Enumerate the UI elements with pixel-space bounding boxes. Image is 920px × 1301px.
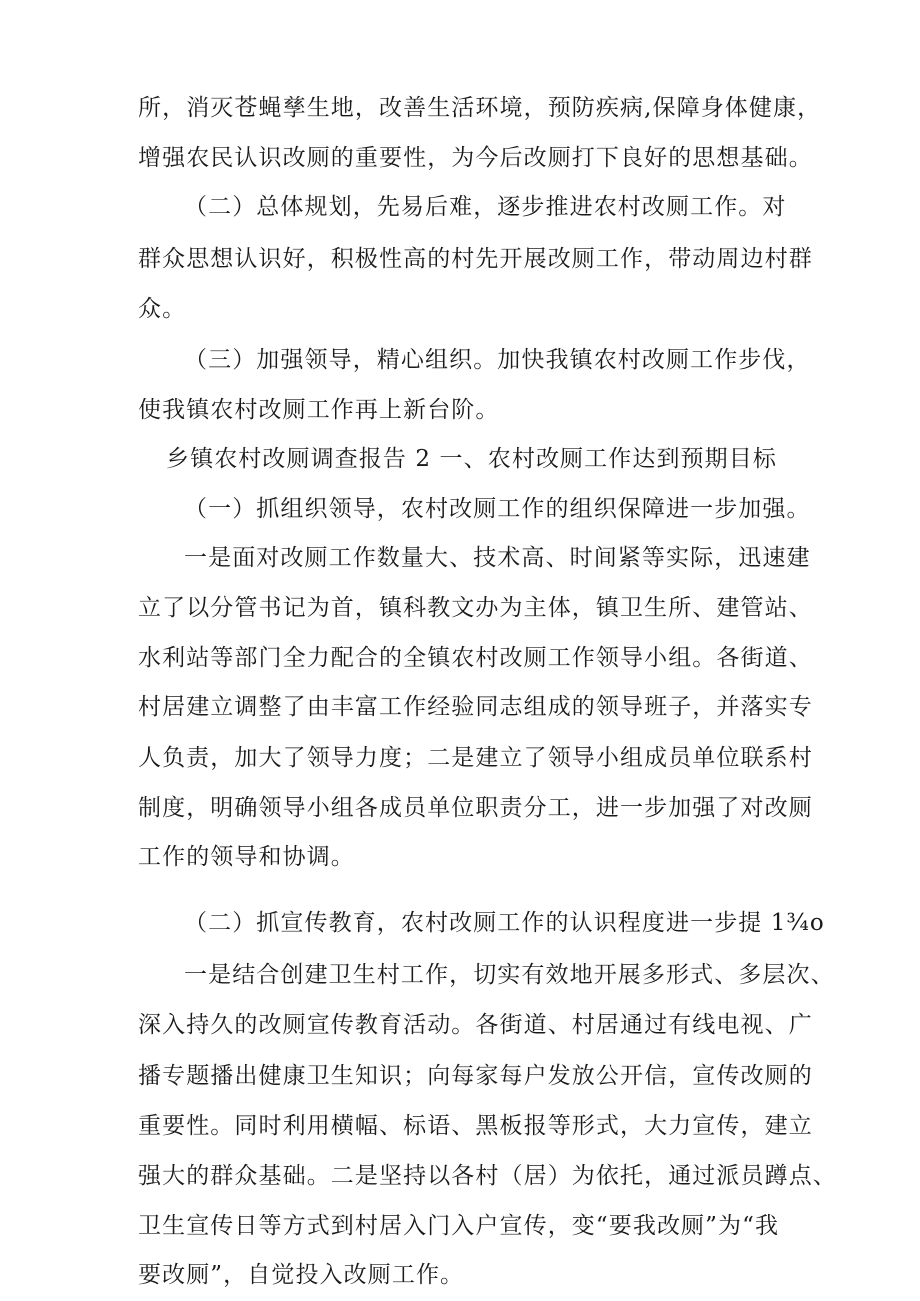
text-line: （三）加强领导，精心组织。加快我镇农村改厕工作步伐， [184, 347, 811, 373]
text-line: 重要性。同时利用横幅、标语、黑板报等形式，大力宣传，建立 [138, 1113, 813, 1139]
text-line: 一是结合创建卫生村工作，切实有效地开展多形式、多层次、 [184, 962, 835, 988]
text-line: 群众思想认识好，积极性高的村先开展改厕工作，带动周边村群 [138, 246, 813, 272]
text-line: 水利站等部门全力配合的全镇农村改厕工作领导小组。各街道、 [138, 645, 813, 671]
text-line: 播专题播出健康卫生知识；向每家每户发放公开信，宣传改厕的 [138, 1063, 813, 1089]
text-line: 人负责，加大了领导力度；二是建立了领导小组成员单位联系村 [138, 745, 813, 771]
text-line: 一是面对改厕工作数量大、技术高、时间紧等实际，迅速建 [184, 545, 811, 571]
text-line: （一）抓组织领导，农村改厕工作的组织保障进一步加强。 [184, 496, 811, 522]
text-line: （二）总体规划，先易后难，逐步推进农村改厕工作。对 [184, 194, 787, 220]
text-line: 卫生宣传日等方式到村居入门入户宣传，变“要我改厕”为“我 [138, 1213, 780, 1239]
text-line: 工作的领导和协调。 [138, 844, 355, 870]
text-line: 立了以分管书记为首，镇科教文办为主体，镇卫生所、建管站、 [138, 595, 813, 621]
text-line: （二）抓宣传教育，农村改厕工作的认识程度进一步提 1¾o [184, 910, 825, 936]
text-line: 制度，明确领导小组各成员单位职责分工，进一步加强了对改厕 [138, 795, 813, 821]
text-line: 村居建立调整了由丰富工作经验同志组成的领导班子，并落实专 [138, 694, 813, 720]
text-line: 众。 [138, 296, 187, 322]
text-line: 要改厕”，自觉投入改厕工作。 [138, 1262, 465, 1288]
text-line: 乡镇农村改厕调查报告 2 一、农村改厕工作达到预期目标 [166, 446, 777, 472]
text-line: 强大的群众基础。二是坚持以各村（居）为依托，通过派员蹲点、 [138, 1163, 837, 1189]
text-line: 使我镇农村改厕工作再上新台阶。 [138, 397, 500, 423]
text-line: 深入持久的改厕宣传教育活动。各街道、村居通过有线电视、广 [138, 1012, 813, 1038]
text-line: 增强农民认识改厕的重要性，为今后改厕打下良好的思想基础。 [138, 145, 813, 171]
text-line: 所，消灭苍蝇孳生地，改善生活环境，预防疾病,保障身体健康， [138, 95, 822, 121]
